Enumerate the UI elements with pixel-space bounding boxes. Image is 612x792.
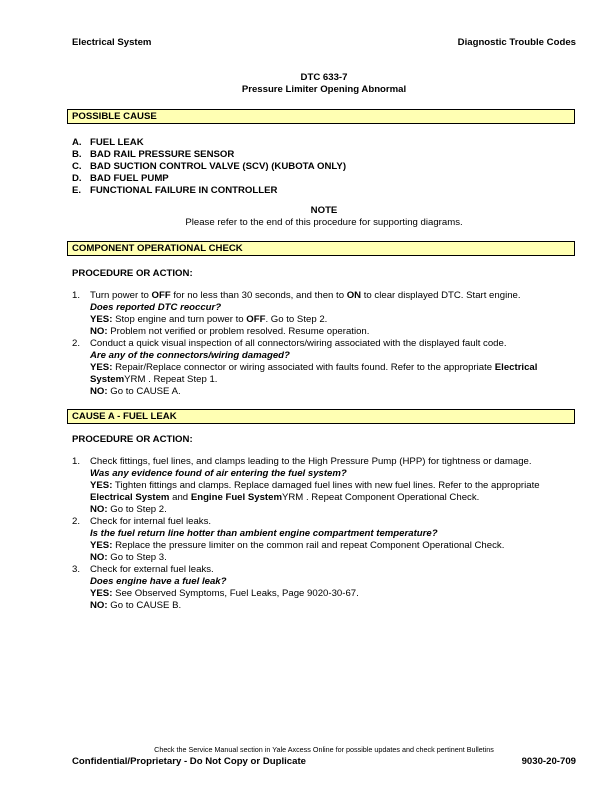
- component-check-steps: [72, 290, 572, 398]
- step-yes: YES: See Observed Symptoms, Fuel Leaks, Page 9020-30-67.: [90, 588, 359, 599]
- step-yes: YES: Replace the pressure limiter on the common rail and repeat Component Operational Check.: [90, 540, 505, 551]
- step-yes: YES: Stop engine and turn power to OFF. Go to Step 2.: [90, 314, 328, 325]
- cause-a-procedure-label: PROCEDURE OR ACTION:: [72, 434, 193, 445]
- possible-cause-heading: POSSIBLE CAUSE: [67, 109, 575, 124]
- cause-a-steps: [72, 456, 572, 612]
- step-yes: YES: Repair/Replace connector or wiring associated with faults found. Refer to the appropriate Electrical SystemYRM . Repeat Step 1.: [90, 362, 538, 385]
- cause-a-step-3: 3. Check for external fuel leaks. Does engine have a fuel leak? YES: See Observed Symptoms, Fuel Leaks, Page 9020-30-67. NO: Go to CAUSE B.: [72, 564, 572, 612]
- note-text: Please refer to the end of this procedure for supporting diagrams.: [185, 217, 463, 228]
- step-question: Does reported DTC reoccur?: [90, 302, 222, 313]
- footer-notice: Check the Service Manual section in Yale Axcess Online for possible updates and check pertinent Bulletins: [154, 745, 494, 754]
- step-yes: YES: Tighten fittings and clamps. Replace damaged fuel lines with new fuel lines. Refer to the appropriate Electrical System and Engine Fuel SystemYRM . Repeat Component Operational Check.: [90, 480, 540, 503]
- step-question: Are any of the connectors/wiring damaged?: [90, 350, 290, 361]
- step-question: Does engine have a fuel leak?: [90, 576, 227, 587]
- cause-item-b: B. BAD RAIL PRESSURE SENSOR: [72, 149, 235, 160]
- step-no: NO: Go to Step 3.: [90, 552, 167, 563]
- step-text: Check for external fuel leaks.: [90, 564, 214, 575]
- dtc-code-title: DTC 633-7: [300, 72, 348, 83]
- dtc-name-title: Pressure Limiter Opening Abnormal: [241, 84, 407, 95]
- component-check-step-2: 2. Conduct a quick visual inspection of all connectors/wiring associated with the displayed fault code. Are any of the connectors/wiring damaged? YES: Repair/Replace connector or wiring associated with faults found. Refer to the appropriate Electrical SystemYRM . Repeat Step 1. NO: Go to CAUSE A.: [72, 338, 572, 398]
- step-question: Was any evidence found of air entering the fuel system?: [90, 468, 347, 479]
- cause-item-a: A. FUEL LEAK: [72, 137, 144, 148]
- cause-item-e: E. FUNCTIONAL FAILURE IN CONTROLLER: [72, 185, 278, 196]
- cause-a-step-1: 1. Check fittings, fuel lines, and clamps leading to the High Pressure Pump (HPP) for tightness or damage. Was any evidence found of air entering the fuel system? YES: Tighten fittings and clamps. Replace damaged fuel lines with new fuel lines. Refer to the appropriate Electrical System and Engine Fuel SystemYRM . Repeat Component Operational Check. NO: Go to Step 2.: [72, 456, 572, 516]
- component-check-procedure-label: PROCEDURE OR ACTION:: [72, 268, 193, 279]
- cause-a-heading: CAUSE A - FUEL LEAK: [67, 409, 575, 424]
- step-text: Turn power to OFF for no less than 30 seconds, and then to ON to clear displayed DTC. Start engine.: [90, 290, 521, 301]
- step-text: Check fittings, fuel lines, and clamps leading to the High Pressure Pump (HPP) for tightness or damage.: [90, 456, 532, 467]
- note-title: NOTE: [310, 205, 338, 216]
- component-check-heading: COMPONENT OPERATIONAL CHECK: [67, 241, 575, 256]
- step-no: NO: Go to CAUSE B.: [90, 600, 182, 611]
- footer-page-number: 9030-20-709: [521, 756, 576, 767]
- step-no: NO: Go to CAUSE A.: [90, 386, 181, 397]
- header-chapter-title: Diagnostic Trouble Codes: [457, 37, 576, 48]
- step-text: Conduct a quick visual inspection of all connectors/wiring associated with the displayed fault code.: [90, 338, 507, 349]
- step-no: NO: Go to Step 2.: [90, 504, 167, 515]
- cause-a-step-2: 2. Check for internal fuel leaks. Is the fuel return line hotter than ambient engine compartment temperature? YES: Replace the pressure limiter on the common rail and repeat Component Operational Check. NO: Go to Step 3.: [72, 516, 572, 564]
- footer-confidential: Confidential/Proprietary - Do Not Copy or Duplicate: [72, 756, 306, 767]
- step-question: Is the fuel return line hotter than ambient engine compartment temperature?: [90, 528, 438, 539]
- header-section-title: Electrical System: [72, 37, 152, 48]
- step-text: Check for internal fuel leaks.: [90, 516, 212, 527]
- possible-cause-list: [72, 137, 346, 197]
- cause-item-d: D. BAD FUEL PUMP: [72, 173, 169, 184]
- step-no: NO: Problem not verified or problem resolved. Resume operation.: [90, 326, 370, 337]
- cause-item-c: C. BAD SUCTION CONTROL VALVE (SCV) (KUBOTA ONLY): [72, 161, 347, 172]
- component-check-step-1: 1. Turn power to OFF for no less than 30 seconds, and then to ON to clear displayed DTC. Start engine. Does reported DTC reoccur? YES: Stop engine and turn power to OFF. Go to Step 2. NO: Problem not verified or problem resolved. Resume operation.: [72, 290, 572, 338]
